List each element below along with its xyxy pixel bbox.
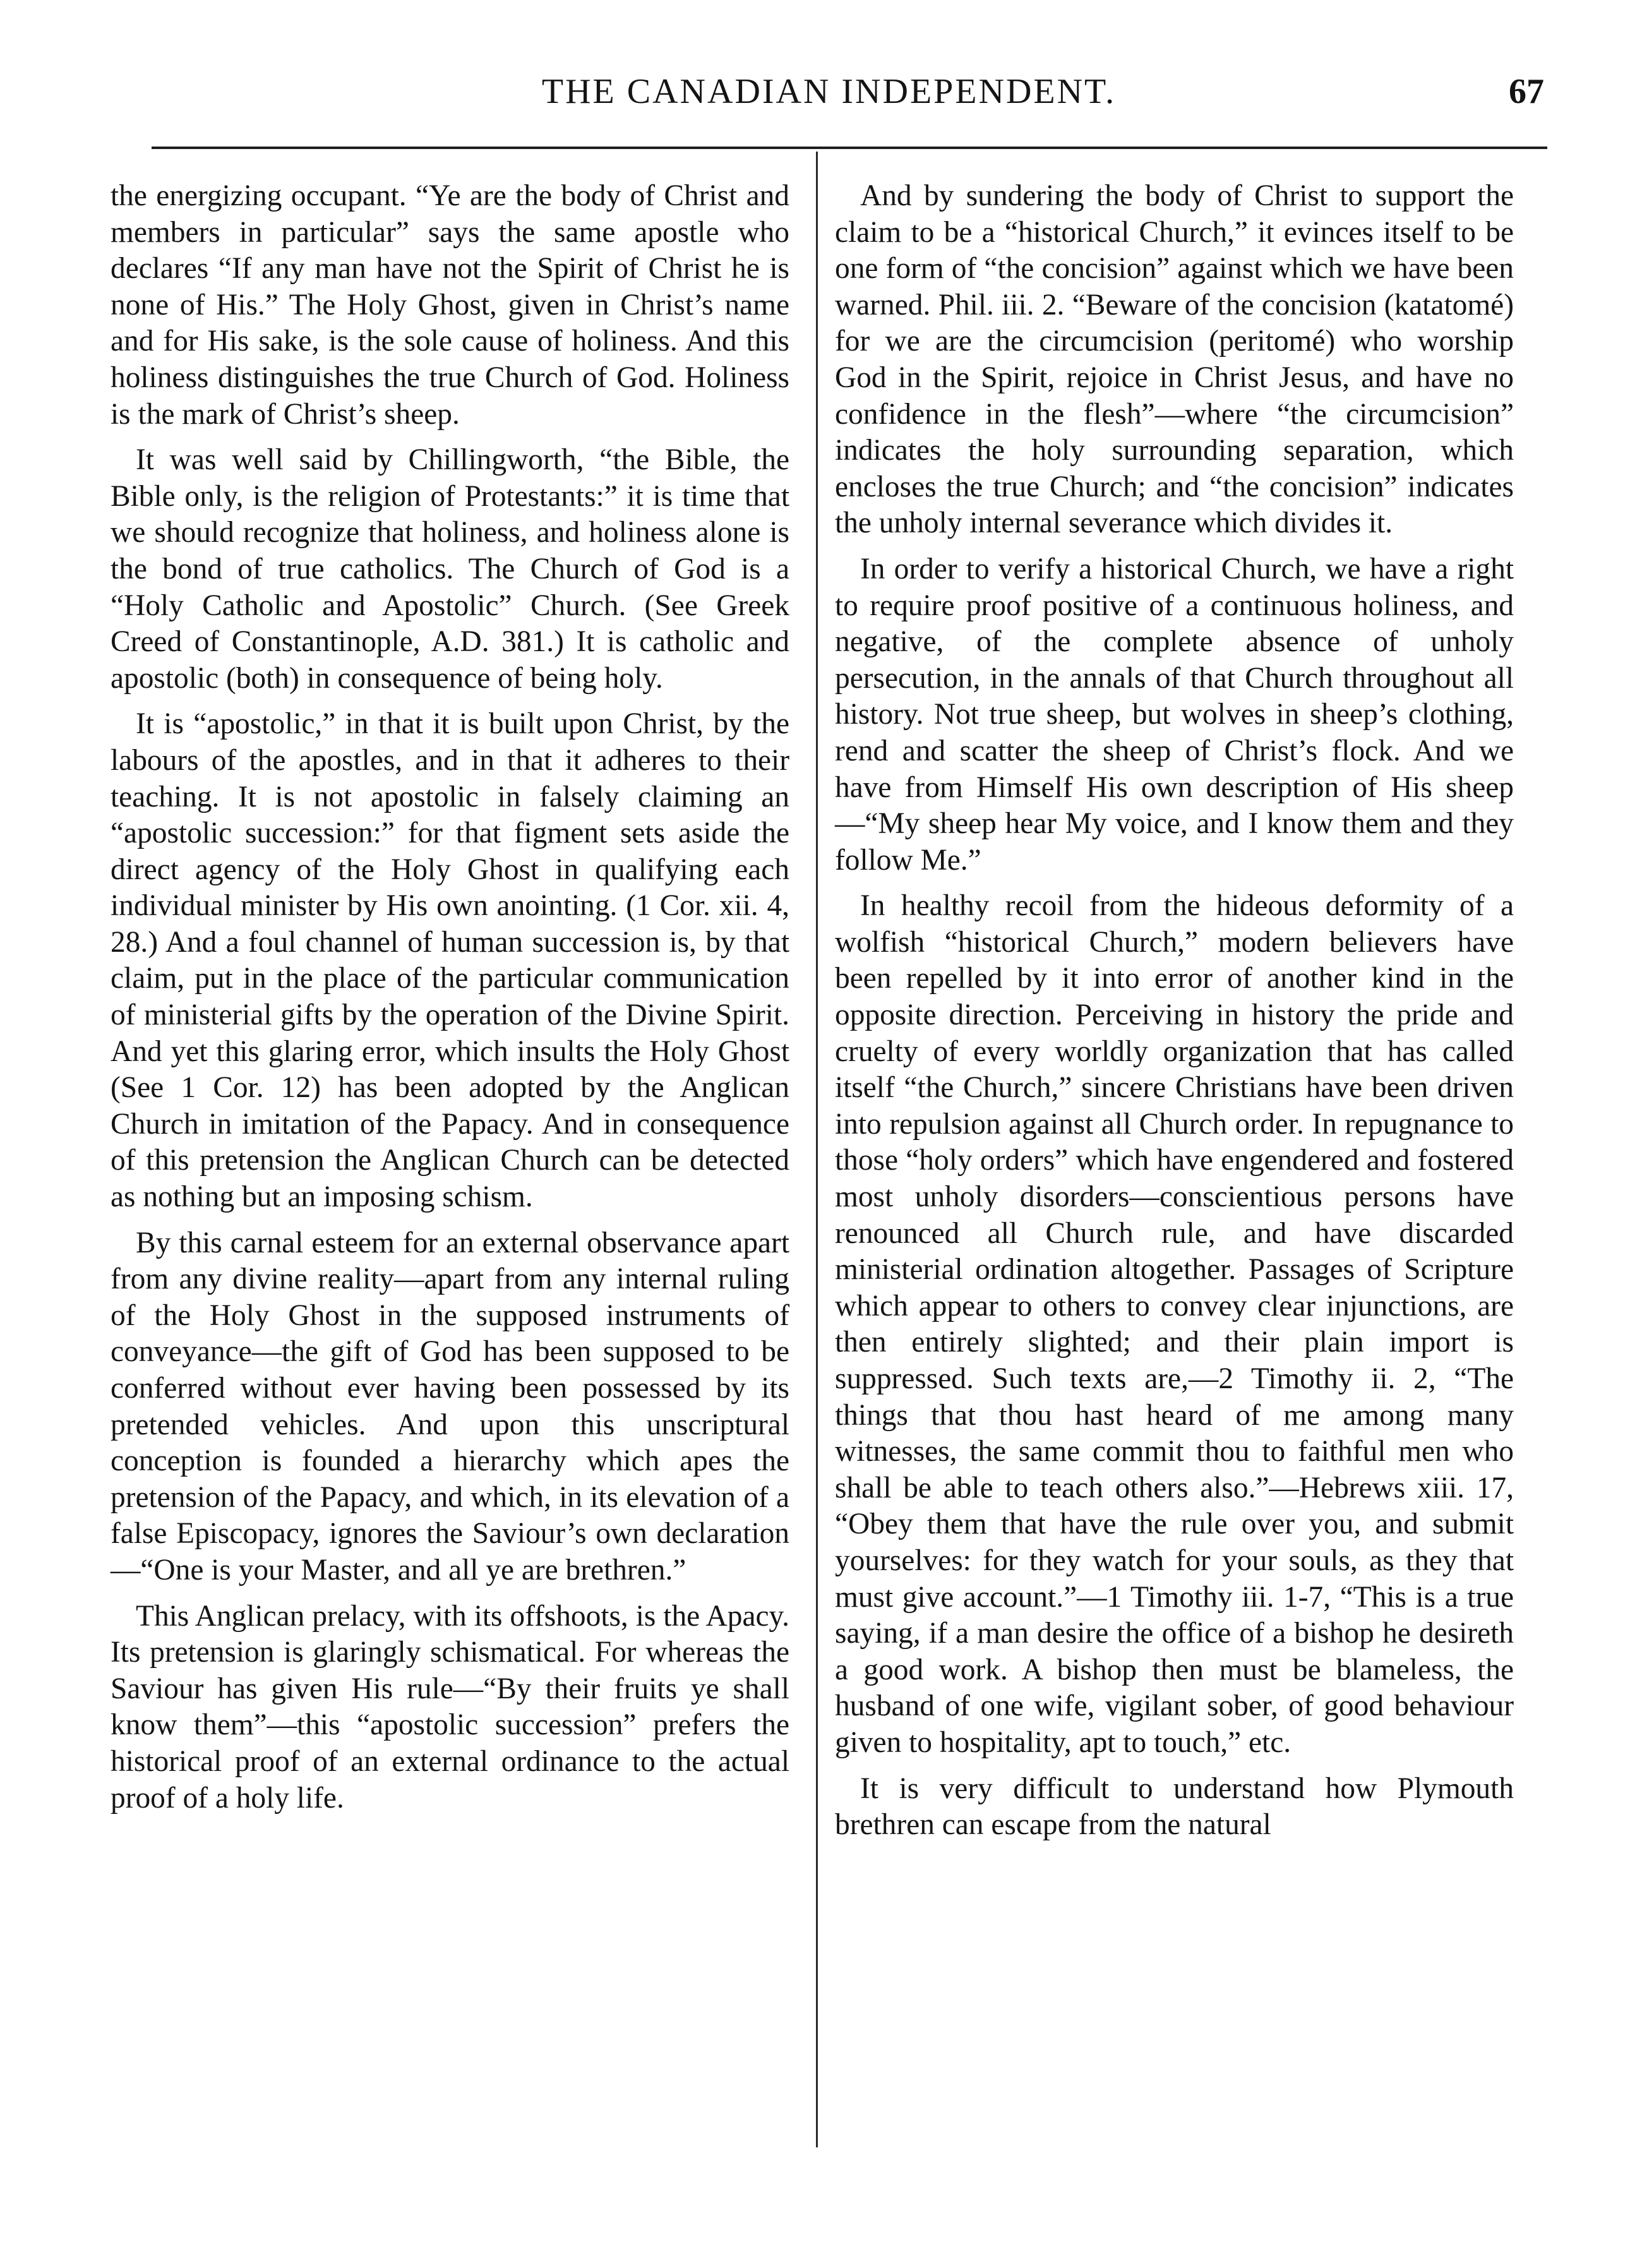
column-divider (816, 152, 818, 2147)
paragraph: This Anglican prelacy, with its offshoots, is the Apacy. Its pretension is glaringly schismatical. For whereas the Saviour has given His rule—“By their fruits ye shall know them”—this “apostolic succession” prefers the historical proof of an external ordinance to the actual proof of a holy life. (111, 1599, 789, 1815)
paragraph: It was well said by Chillingworth, “the Bible, the Bible only, is the religion of Protestants:” it is time that we should recognize that holiness, and holiness alone is the bond of true catholics. The Church of God is a “Holy Catholic and Apostolic” Church. (See Greek Creed of Constantinople, A.D. 381.) It is catholic and apostolic (both) in consequence of being holy. (111, 443, 789, 695)
page-title: THE CANADIAN INDEPENDENT. (541, 72, 1117, 111)
paragraph: It is “apostolic,” in that it is built upon Christ, by the labours of the apostles, and in that it adheres to their teaching. It is not apostolic in falsely claiming an “apostolic succession:” for that figment sets aside the direct agency of the Holy Ghost in qualifying each individual minister by His own anointing. (1 Cor. xii. 4, 28.) And a foul channel of human succession is, by that claim, put in the place of the particular communication of ministerial gifts by the operation of the Divine Spirit. And yet this glaring error, which insults the Holy Ghost (See 1 Cor. 12) has been adopted by the Anglican Church in imitation of the Papacy. And in consequence of this pretension the Anglican Church can be detected as nothing but an imposing schism. (111, 707, 789, 1214)
paragraph: In healthy recoil from the hideous deformity of a wolfish “historical Church,” modern believers have been repelled by it into error of another kind in the opposite direction. Perceiving in history the pride and cruelty of every worldly organization that has called itself “the Church,” sincere Christians have been driven into repulsion against all Church order. In repugnance to those “holy orders” which have engendered and fostered most unholy disorders—conscientious persons have renounced all Church rule, and have discarded ministerial ordination altogether. Passages of Scripture which appear to others to convey clear injunctions, are then entirely slighted; and their plain import is suppressed. Such texts are,—2 Timothy ii. 2, “The things that thou hast heard of me among many witnesses, the same commit thou to faithful men who shall be able to teach others also.”—Hebrews xiii. 17, “Obey them that have the rule over you, and submit yourselves: for they watch for your souls, as they that must give account.”—1 Timothy iii. 1-7, “This is a true saying, if a man desire the office of a bishop he desireth a good work. A bishop then must be blameless, the husband of one wife, vigilant sober, of good behaviour given to hospitality, apt to touch,” etc. (835, 889, 1514, 1759)
page-number: 67 (1509, 72, 1544, 111)
right-column (835, 178, 1514, 1853)
paragraph: the energizing occupant. “Ye are the body of Christ and members in particular” says the same apostle who declares “If any man have not the Spirit of Christ he is none of His.” The Holy Ghost, given in Christ’s name and for His sake, is the sole cause of holiness. And this holiness distinguishes the true Church of God. Holiness is the mark of Christ’s sheep. (111, 179, 789, 431)
paragraph: And by sundering the body of Christ to support the claim to be a “historical Church,” it evinces itself to be one form of “the concision” against which we have been warned. Phil. iii. 2. “Beware of the concision (katatomé) for we are the circumcision (peritomé) who worship God in the Spirit, rejoice in Christ Jesus, and have no confidence in the flesh”—where “the circumcision” indicates the holy surrounding separation, which encloses the true Church; and “the concision” indicates the unholy internal severance which divides it. (835, 179, 1514, 540)
paragraph: In order to verify a historical Church, we have a right to require proof positive of a continuous holiness, and negative, of the complete absence of unholy persecution, in the annals of that Church throughout all history. Not true sheep, but wolves in sheep’s clothing, rend and scatter the sheep of Christ’s flock. And we have from Himself His own description of His sheep—“My sheep hear My voice, and I know them and they follow Me.” (835, 552, 1514, 877)
paragraph: It is very difficult to understand how Plymouth brethren can escape from the natural (835, 1772, 1514, 1842)
paragraph: By this carnal esteem for an external observance apart from any divine reality—apart from any internal ruling of the Holy Ghost in the supposed instruments of conveyance—the gift of God has been supposed to be conferred without ever having been possessed by its pretended vehicles. And upon this unscriptural conception is founded a hierarchy which apes the pretension of the Papacy, and which, in its elevation of a false Episcopacy, ignores the Saviour’s own declaration—“One is your Master, and all ye are brethren.” (111, 1226, 789, 1587)
page-header (114, 66, 1544, 123)
header-rule (152, 147, 1547, 149)
left-column (111, 178, 789, 1826)
